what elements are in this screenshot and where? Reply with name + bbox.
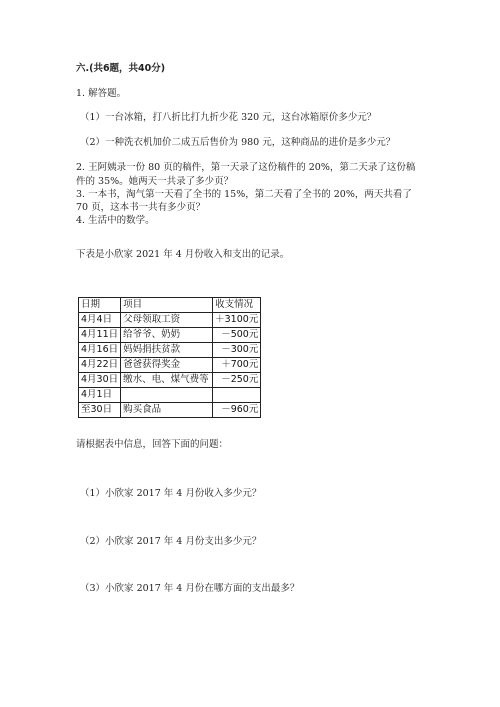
table-row (79, 388, 261, 403)
table-row (79, 328, 261, 343)
table-row (79, 373, 261, 388)
table-cell-amount: －250元 (213, 373, 261, 388)
sub-question-1: （1）小欣家 2017 年 4 月份收入多少元？ (80, 488, 262, 499)
table-header-cell: 日期 (79, 298, 121, 313)
instruction-text: 请根据表中信息，回答下面的问题： (76, 439, 229, 450)
table-cell-date: 4月30日 (79, 373, 121, 388)
table-cell-item (121, 388, 213, 403)
sub-question-3: （3）小欣家 2017 年 4 月份在哪方面的支出最多？ (80, 583, 300, 594)
question-3-line-2: 70 页，这本书一共有多少页？ (76, 202, 206, 213)
table-header-cell: 收支情况 (213, 298, 261, 313)
table-cell-date: 至30日 (79, 403, 121, 418)
question-1-sub-1: （1）一台冰箱，打八折比打九折少花 320 元，这台冰箱原价多少元？ (80, 112, 377, 123)
table-row (79, 403, 261, 418)
table-cell-item: 爸爸获得奖金 (121, 358, 213, 373)
question-3-line-1: 3. 一本书，淘气第一天看了全书的 15%，第二天看了全书的 20%，两天共看了 (76, 189, 412, 200)
table-cell-amount (213, 388, 261, 403)
table-cell-date: 4月22日 (79, 358, 121, 373)
question-1-title: 1. 解答题。 (76, 88, 127, 99)
table-row (79, 358, 261, 373)
question-4-title: 4. 生活中的数学。 (76, 215, 155, 226)
question-1-sub-2: （2）一种洗衣机加价二成五后售价为 980 元，这种商品的进价是多少元？ (80, 137, 396, 148)
table-cell-amount: －300元 (213, 343, 261, 358)
question-2-line-2: 件的 35%。她两天一共录了多少页？ (76, 176, 234, 187)
table-cell-item: 父母领取工资 (121, 313, 213, 328)
table-row (79, 343, 261, 358)
table-cell-item: 缴水、电、煤气费等 (121, 373, 213, 388)
table-header-cell: 项目 (121, 298, 213, 313)
question-2-line-1: 2. 王阿姨录一份 80 页的稿件，第一天录了这份稿件的 20%，第二天录了这份稿 (76, 162, 416, 173)
table-cell-amount: ＋700元 (213, 358, 261, 373)
table-cell-amount: －500元 (213, 328, 261, 343)
table-cell-date: 4月4日 (79, 313, 121, 328)
table-cell-amount: －960元 (213, 403, 261, 418)
table-cell-date: 4月11日 (79, 328, 121, 343)
table-cell-item: 妈妈捐扶贫款 (121, 343, 213, 358)
section-title: 六.(共6题，共40分) (76, 63, 166, 74)
table-intro: 下表是小欣家 2021 年 4 月份收入和支出的记录。 (76, 249, 290, 260)
table-cell-amount: ＋3100元 (213, 313, 261, 328)
table-row (79, 313, 261, 328)
table-cell-item: 购买食品 (121, 403, 213, 418)
sub-question-2: （2）小欣家 2017 年 4 月份支出多少元？ (80, 536, 262, 547)
table-header-row (79, 298, 261, 313)
table-cell-date: 4月16日 (79, 343, 121, 358)
table-cell-item: 给爷爷、奶奶 (121, 328, 213, 343)
table-cell-date: 4月1日 (79, 388, 121, 403)
income-expense-table (78, 297, 261, 418)
